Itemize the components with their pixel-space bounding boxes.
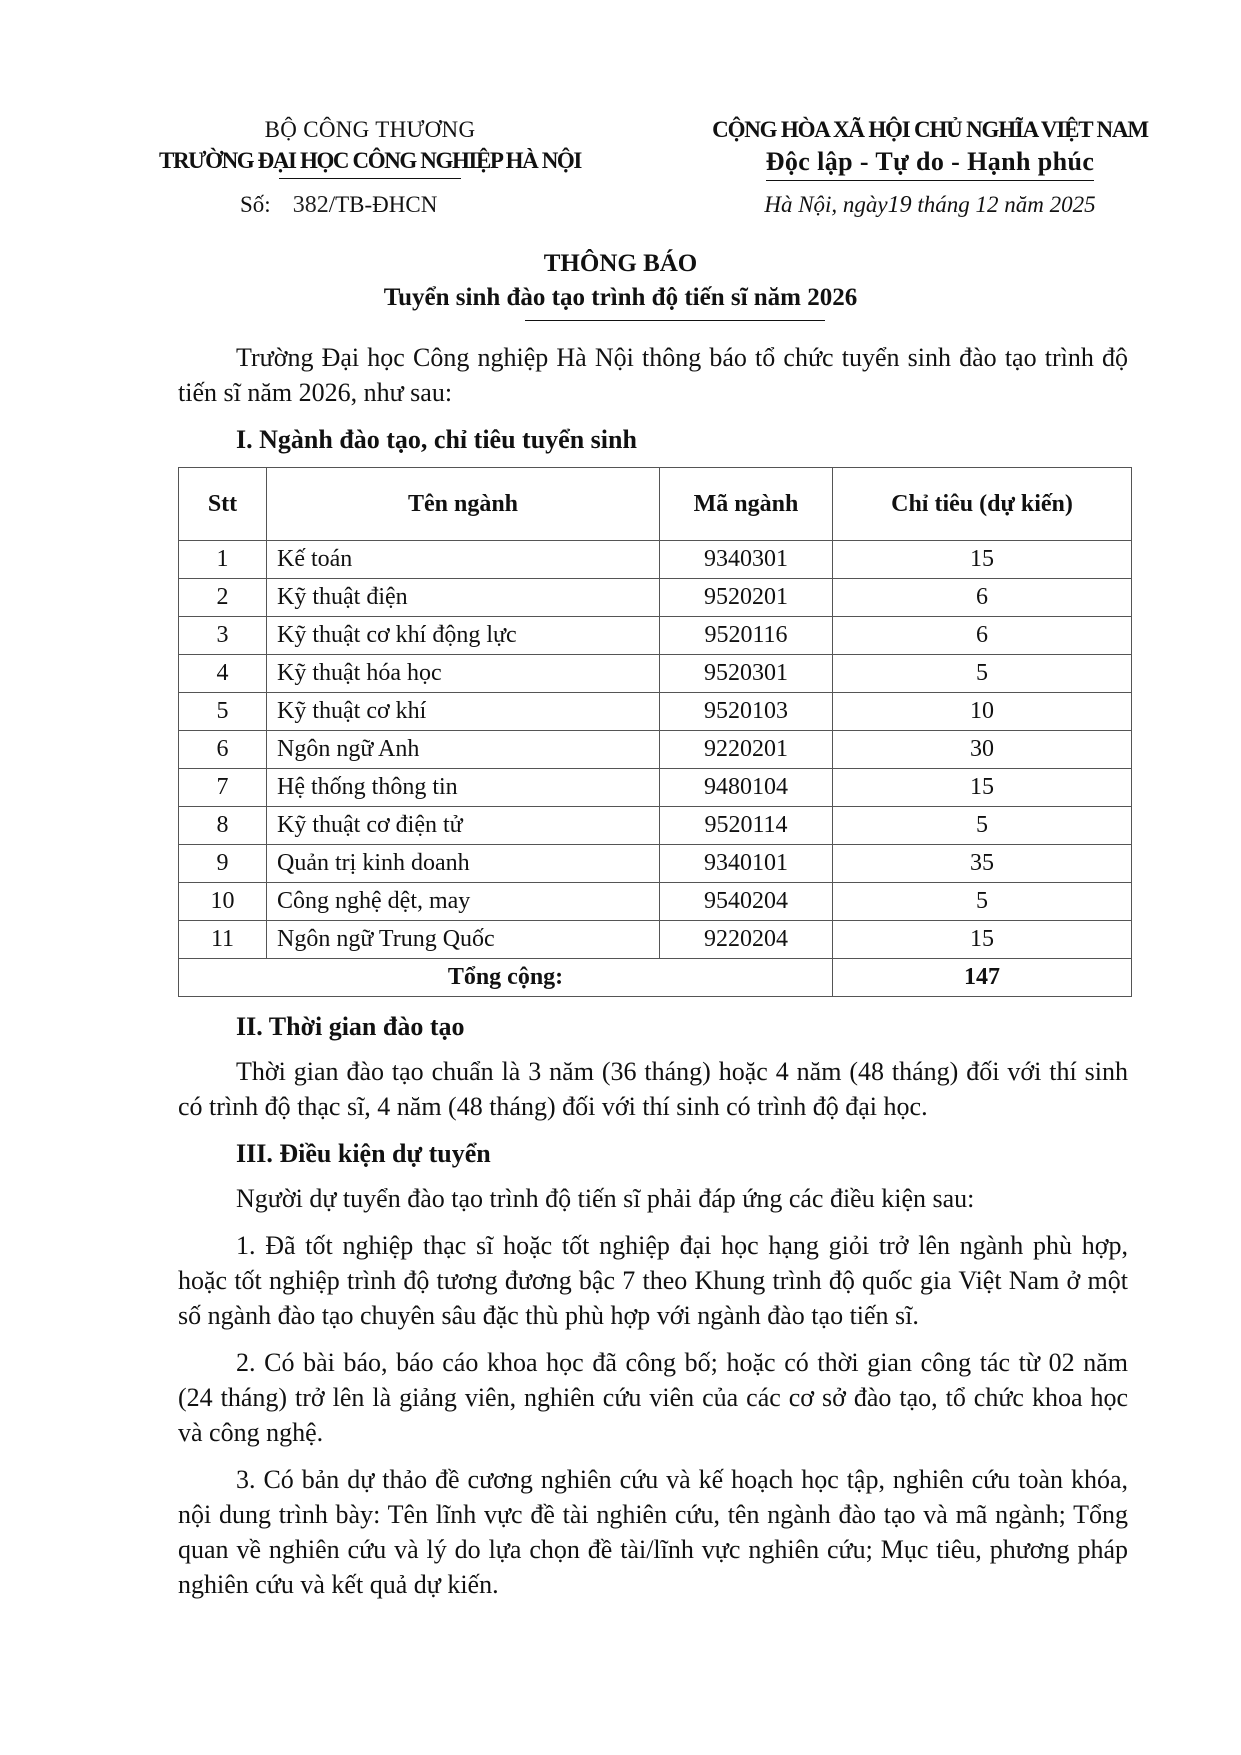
total-label: Tổng cộng:: [179, 959, 833, 997]
section-1-heading: I. Ngành đào tạo, chỉ tiêu tuyển sinh: [236, 425, 637, 454]
section-3-heading: III. Điều kiện dự tuyển: [236, 1139, 491, 1168]
row-code: 9220204: [660, 921, 833, 959]
row-code: 9520201: [660, 579, 833, 617]
row-name: Ngôn ngữ Trung Quốc: [267, 921, 660, 959]
row-name: Công nghệ dệt, may: [267, 883, 660, 921]
school-name: TRƯỜNG ĐẠI HỌC CÔNG NGHIỆP HÀ NỘI: [159, 148, 581, 173]
section-3-intro: Người dự tuyển đào tạo trình độ tiến sĩ phải đáp ứng các điều kiện sau:: [236, 1184, 975, 1213]
national-header: [660, 114, 1200, 181]
row-name: Kỹ thuật cơ khí động lực: [267, 617, 660, 655]
table-total-row: [179, 959, 1132, 997]
row-quota: 6: [833, 579, 1132, 617]
row-quota: 6: [833, 617, 1132, 655]
row-stt: 3: [179, 617, 267, 655]
table-row: [179, 541, 1132, 579]
table-row: [179, 845, 1132, 883]
row-name: Kế toán: [267, 541, 660, 579]
condition-item-2: 2. Có bài báo, báo cáo khoa học đã công bố; hoặc có thời gian công tác từ 02 năm (24 tháng) trở lên là giảng viên, nghiên cứu viên của các cơ sở đào tạo, tổ chức khoa học và công nghệ.: [178, 1348, 1128, 1447]
condition-item-1: 1. Đã tốt nghiệp thạc sĩ hoặc tốt nghiệp đại học hạng giỏi trở lên ngành phù hợp, hoặc tốt nghiệp trình độ tương đương bậc 7 theo Khung trình độ quốc gia Việt Nam ở một số ngành đào tạo chuyên sâu đặc thù phù hợp với ngành đào tạo tiến sĩ.: [178, 1231, 1128, 1330]
row-stt: 2: [179, 579, 267, 617]
document-subtitle: Tuyển sinh đào tạo trình độ tiến sĩ năm 2026: [383, 284, 858, 311]
title-underline: [525, 320, 825, 321]
date-day: 19: [887, 192, 912, 218]
national-motto: Độc lập - Tự do - Hạnh phúc: [766, 146, 1095, 181]
document-body: [178, 340, 1128, 1614]
enrollment-quota-table: [178, 467, 1132, 997]
row-name: Kỹ thuật điện: [267, 579, 660, 617]
row-code: 9340101: [660, 845, 833, 883]
row-code: 9520103: [660, 693, 833, 731]
row-name: Ngôn ngữ Anh: [267, 731, 660, 769]
issuer-underline: [279, 178, 461, 179]
doc-number-value: 382: [292, 192, 329, 218]
row-stt: 9: [179, 845, 267, 883]
row-stt: 10: [179, 883, 267, 921]
row-quota: 5: [833, 807, 1132, 845]
doc-number-label: Số:: [240, 192, 271, 217]
row-code: 9340301: [660, 541, 833, 579]
row-quota: 10: [833, 693, 1132, 731]
document-number: [240, 190, 437, 220]
table-header-row: [179, 468, 1132, 541]
col-header-code: Mã ngành: [660, 468, 833, 541]
row-name: Kỹ thuật cơ khí: [267, 693, 660, 731]
row-quota: 35: [833, 845, 1132, 883]
issuer-block: [100, 114, 640, 179]
table-row: [179, 693, 1132, 731]
row-stt: 4: [179, 655, 267, 693]
row-stt: 6: [179, 731, 267, 769]
row-stt: 11: [179, 921, 267, 959]
row-name: Quản trị kinh doanh: [267, 845, 660, 883]
row-stt: 1: [179, 541, 267, 579]
table-row: [179, 883, 1132, 921]
row-code: 9220201: [660, 731, 833, 769]
total-value: 147: [833, 959, 1132, 997]
row-name: Kỹ thuật hóa học: [267, 655, 660, 693]
row-name: Hệ thống thông tin: [267, 769, 660, 807]
row-code: 9540204: [660, 883, 833, 921]
date-prefix: Hà Nội, ngày: [764, 192, 888, 217]
col-header-stt: Stt: [179, 468, 267, 541]
table-row: [179, 807, 1132, 845]
intro-paragraph: Trường Đại học Công nghiệp Hà Nội thông báo tổ chức tuyển sinh đào tạo trình độ tiến sĩ năm 2026, như sau:: [178, 343, 1128, 407]
table-row: [179, 769, 1132, 807]
section-2-text: Thời gian đào tạo chuẩn là 3 năm (36 tháng) hoặc 4 năm (48 tháng) đối với thí sinh có trình độ thạc sĩ, 4 năm (48 tháng) đối với thí sinh có trình độ đại học.: [178, 1057, 1128, 1121]
col-header-quota: Chỉ tiêu (dự kiến): [833, 468, 1132, 541]
ministry-name: BỘ CÔNG THƯƠNG: [264, 117, 476, 142]
row-code: 9520116: [660, 617, 833, 655]
row-quota: 15: [833, 769, 1132, 807]
row-code: 9480104: [660, 769, 833, 807]
row-quota: 30: [833, 731, 1132, 769]
section-2-heading: II. Thời gian đào tạo: [236, 1012, 465, 1041]
doc-number-suffix: /TB-ĐHCN: [328, 192, 438, 217]
row-code: 9520301: [660, 655, 833, 693]
row-stt: 7: [179, 769, 267, 807]
table-row: [179, 579, 1132, 617]
table-row: [179, 617, 1132, 655]
date-suffix: tháng 12 năm 2025: [911, 192, 1096, 217]
row-quota: 5: [833, 883, 1132, 921]
row-quota: 15: [833, 921, 1132, 959]
row-name: Kỹ thuật cơ điện tử: [267, 807, 660, 845]
condition-item-3: 3. Có bản dự thảo đề cương nghiên cứu và kế hoạch học tập, nghiên cứu toàn khóa, nội dung trình bày: Tên lĩnh vực đề tài nghiên cứu, tên ngành đào tạo và mã ngành; Tổng quan về nghiên cứu và lý do lựa chọn đề tài/lĩnh vực nghiên cứu; Mục tiêu, phương pháp nghiên cứu và kết quả dự kiến.: [178, 1465, 1128, 1599]
row-stt: 5: [179, 693, 267, 731]
issue-date: [660, 190, 1200, 220]
table-row: [179, 655, 1132, 693]
row-quota: 5: [833, 655, 1132, 693]
row-quota: 15: [833, 541, 1132, 579]
table-row: [179, 921, 1132, 959]
table-row: [179, 731, 1132, 769]
col-header-name: Tên ngành: [267, 468, 660, 541]
row-code: 9520114: [660, 807, 833, 845]
row-stt: 8: [179, 807, 267, 845]
republic-name: CỘNG HÒA XÃ HỘI CHỦ NGHĨA VIỆT NAM: [712, 117, 1148, 142]
document-title: THÔNG BÁO: [543, 250, 698, 277]
